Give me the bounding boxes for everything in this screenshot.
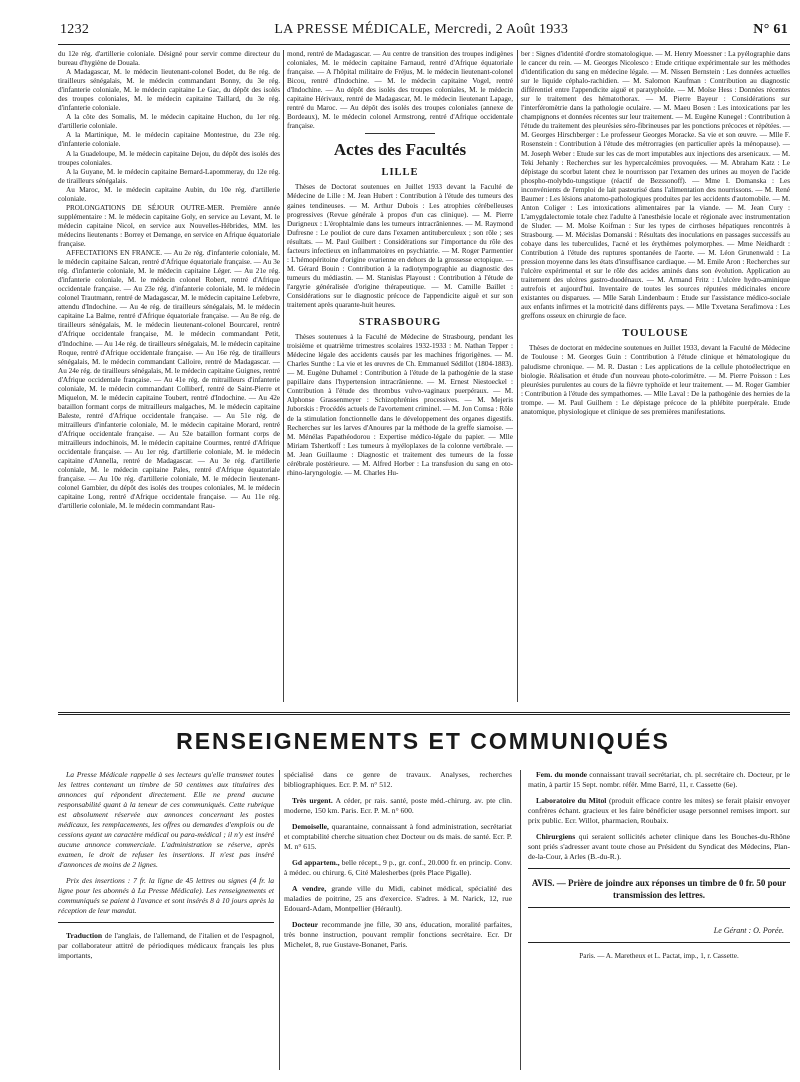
- column-divider: [283, 50, 284, 702]
- paragraph: PROLONGATIONS DE SÉJOUR OUTRE-MER. Première année supplémentaire : M. le médecin capitaine Goly, en service au Levant, M. le médecin capitaine Nicol, en service aux Nouvelles-Hébrides, MM. les médecins lieutenants : Borrey et Demange, en service en Afrique équatoriale française.: [58, 203, 280, 248]
- classified-ad: [528, 770, 790, 790]
- page-header: [60, 22, 788, 40]
- paragraph: A la Guadeloupe, M. le médecin capitaine Dejou, du dépôt des isolés des troupes coloniales.: [58, 149, 280, 167]
- notice-box: [58, 770, 274, 916]
- ad-lead: Laboratoire du Mitol: [536, 796, 607, 805]
- renseignements-title: RENSEIGNEMENTS ET COMMUNIQUÉS: [176, 728, 670, 754]
- ad-text: grande ville du Midi, cabinet médical, spécialité des maladies de poitrine, 25 ans d'exercice. S'adres. à M. Narick, 12, rue Edouard-Adam, Montpellier (Hérault).: [284, 884, 512, 913]
- column-3: [521, 50, 790, 702]
- strasbourg-title: STRASBOURG: [358, 317, 442, 329]
- ad-lead: Traduction: [66, 931, 103, 940]
- ad-text: belle récept., 9 p., gr. conf., 20.000 fr. en princip. Conv. à médec. ou chirurg. 6, Cité Malesherbes (près Place Pigalle).: [284, 858, 512, 877]
- section-rule: [58, 712, 790, 715]
- strasbourg-theses: Thèses soutenues à la Faculté de Médecine de Strasbourg, pendant les troisième et quatrième trimestres scolaires 1932-1933 : M. Nathan Tepper : Médecine légale des accidents causés par les machines frigorigènes. — M. Charles Sunthe : La vie et les œuvres de Ch. Emmanuel Sédillot (1804-1883). — M. Eugène Duhamel : Contribution à l'étude de la pathogénie de la stase papillaire dans l'hypertension intracrânienne. — M. Ernest Niestoeckel : Contribution à l'étude des thrombus vulvo-vaginaux puerpéraux. — M. Alphonse Grassenmeyer : Schizophrénies processives. — M. Mejeris Juborskis : Procédés actuels de l'avortement criminel. — M. Jon Comsa : Rôle de la stimulation fonctionnelle dans le développement des organes digestifs. Recherches sur les larves d'Anoures par la méthode de la greffe siamoise. — M. Ménélas Papathéodorou : Expertise médico-légale du papier. — Mlle Miriam Tshertkoff : Les tumeurs à myéloplaxes de la colonne vertébrale. — M. Jean Guillaume : Diagnostic et traitement des tumeurs de la fosse cérébrale postérieure. — M. Alfred Horber : La transfusion du sang en oto-rhino-laryngologie. — M. Charles Hu-: [287, 333, 513, 477]
- ad-lead: Fem. du monde: [536, 770, 588, 779]
- paragraph: AFFECTATIONS EN FRANCE. — Au 2e rég. d'infanterie coloniale, M. le médecin capitaine Salcan, rentré d'Afrique équatoriale française. — Au 3e rég. d'infanterie coloniale, M. le médecin capitaine Léger. — Au 21e rég. d'infanterie coloniale, M. le médecin colonel Robert, rentré d'Afrique occidentale française. — Au 23e rég. d'infanterie coloniale, M. le médecin colonel Trautmann, rentré de Madagascar, M. le médecin capitaine Lefebvre, attendu d'Indochine. — Au 4e rég. de tirailleurs sénégalais, M. le médecin capitaine La Balme, rentré d'Afrique équatoriale française. — Au 8e rég. de tirailleurs sénégalais, M. le médecin lieutenant-colonel Bourcarel, rentré d'Afrique occidentale française, M. le médecin commandant Petit, d'Indochine. — Au 14e rég. de tirailleurs sénégalais, M. le médecin capitaine Roque, rentré d'Afrique occidentale française. — Au 16e rég. de tirailleurs sénégalais, M. le médecin commandant Calloire, rentré de Madagascar. — Au 24e rég. de tirailleurs sénégalais, M. le médecin capitaine Guignes, rentré d'Afrique occidentale française. — Au 41e rég. de mitrailleurs d'infanterie coloniale, M. le médecin commandant Colliberf, rentré de Saint-Pierre et Miquelon, M. le médecin capitaine Toubert, rentré d'Indochine. — Au 42e bataillon formant corps de mitrailleurs malgaches, M. le médecin capitaine Baleste, rentré d'Afrique occidentale française. — Au 51e rég. de mitrailleurs d'infanterie coloniale, M. le médecin capitaine Morard, rentré d'Afrique occidentale française. — Au 52e bataillon formant corps de mitrailleurs indochinois, M. le médecin capitaine Courmes, rentré d'Afrique occidentale française. — Au 1er rég. d'artillerie coloniale, M. le médecin capitaine d'Annella, rentré de Madagascar. — Au 3e rég. d'artillerie coloniale, M. le médecin capitaine Pales, rentré d'Afrique équatoriale française. — Au 10e rég. d'artillerie coloniale, M. le médecin lieutenant-colonel Gambier, du dépôt des isolés des troupes coloniales, M. le médecin capitaine Long, rentré d'Afrique occidentale française. — Au 11e rég. d'artillerie coloniale, M. le médecin commandant Rau-: [58, 249, 280, 511]
- ad-text: (produit efficace contre les mites) se ferait plaisir envoyer confrères échant. gracieux et les faire bénéficier usage personnel remises import. sur prix public. Ecr. Willot, pharmacien, Roubaix.: [528, 796, 790, 825]
- ad-lead: Gd appartem.,: [292, 858, 340, 867]
- ad-lead: Chirurgiens: [536, 832, 576, 841]
- column-1: [58, 50, 280, 702]
- section-title: Actes des Facultés: [333, 140, 467, 160]
- paragraph: mond, rentré de Madagascar. — Au centre de transition des troupes indigènes coloniales, M. le médecin capitaine Farnaud, rentré d'Afrique équatoriale française. — A l'hôpital militaire de Fréjus, M. le médecin lieutenant-colonel Bicou, rentré d'Indochine. — M. le médecin capitaine Vogel, rentré d'Indochine. — Au dépôt des isolés des troupes coloniales, M. le médecin capitaine Hérivaux, rentré de Madagascar, M. le médecin lieutenant Lapage, rentré du Maroc. — Au dépôt des isolés des troupes coloniales (annexe de Bordeaux), M. le médecin colonel Armstrong, rentré d'Afrique occidentale française.: [287, 50, 513, 131]
- avis-notice: AVIS. — Prière de joindre aux réponses un timbre de 0 fr. 50 pour transmission des lettres.: [531, 878, 787, 900]
- classified-ad: [284, 822, 512, 852]
- lille-theses: Thèses de Doctorat soutenues en Juillet 1933 devant la Faculté de Médecine de Lille : M. Jean Hubert : Contribution à l'étude des tumeurs des gaines tendineuses. — M. Arthur Dubois : Les atrophies cérébelleuses progressives (Revue générale à propos d'un cas clinique). — M. Pierre Durigneux : L'érophtalmie dans les tumeurs intracrâniennes. — M. Raymond Dufresne : Le pouliot de cure dans l'examen antituberculeux ; son rôle ; ses résultats. — M. Paul Guilbert : Considérations sur l'importance du rôle des facteurs infectieux en inflammatoires en psychiatrie. — M. Roger Parmentier : L'hémopéritoine d'origine ovarienne en dehors de la grossesse ectopique. — M. Gérard Bouin : Contribution à la radiotympographie au diagnostic des tumeurs du médiastin. — M. Stanislas Playoust : Contribution à l'étude de l'argyrie généralisée d'origine thérapeutique. — M. Camille Baillet : Considérations sur le diagnostic précoce de l'appendicite aiguë et sur son traitement après quarante-huit heures.: [287, 183, 513, 310]
- paragraph: A la Guyane, M. le médecin capitaine Bernard-Lapommeray, du 12e rég. de tirailleurs sénégalais.: [58, 167, 280, 185]
- toulouse-title: TOULOUSE: [622, 328, 689, 340]
- divider: [528, 868, 790, 869]
- classified-ad: [58, 931, 274, 961]
- paragraph: A la Martinique, M. le médecin capitaine Montestrue, du 23e rég. d'infanterie coloniale.: [58, 131, 280, 149]
- page-number: 1232: [60, 22, 90, 37]
- gerant-signature: Le Gérant : O. Porée.: [713, 926, 784, 935]
- column-2: [287, 50, 513, 702]
- lille-title: LILLE: [381, 167, 419, 179]
- ad-lead: Docteur: [292, 920, 319, 929]
- ad-lead: A vendre,: [292, 884, 327, 893]
- classifieds-column-1: [58, 770, 274, 1070]
- toulouse-theses: Thèses de doctorat en médecine soutenues en Juillet 1933, devant la Faculté de Médecine de Toulouse : M. Georges Guin : Contribution à l'étude clinique et hématologique du paludisme chronique. — M. R. Dastan : Les applications de la cellule photoélectrique en biologie. Réalisation et étude d'un nouveau photo-colorimètre. — M. Pierre Poisson : Les pleurésies purulentes au cours de la fièvre typhoïde et leur traitement. — M. Roger Gambier : Contribution à l'étude des sympathomes. — Mlle Laval : De la pathogénie des hernies de la trompe. — M. Paul Guilhem : Le dépistage précoce de la phlébite puerpérale. Etude anatomique, physiologique et clinique de ses premières manifestations.: [521, 344, 790, 416]
- header-rule: [58, 44, 790, 45]
- ad-text: quarantaine, connaissant à fond administration, secrétariat et comptabilité cherche situation chez Docteur ou ds mais. de santé. Ecr. P. M. n° 615.: [284, 822, 512, 851]
- issue-number: N° 61: [753, 22, 788, 37]
- column-divider: [517, 50, 518, 702]
- paragraph: A la côte des Somalis, M. le médecin capitaine Huchon, du 1er rég. d'artillerie coloniale.: [58, 113, 280, 131]
- ad-text: A céder, pr rais. santé, poste méd.-chirurg. av. pte clin. moderne, 150 km. Paris. Ecr. P. M. n° 600.: [284, 796, 512, 815]
- ad-text: connaissant travail secrétariat, ch. pl. secrétaire ch. Docteur, pr le matin, à partir 15 Sept. nombr. référ. Mme Barré, 11, r. Cassette (6e).: [528, 770, 790, 789]
- printer-line: Paris. — A. Maretheux et L. Pactat, imp., 1, r. Cassette.: [579, 952, 739, 960]
- divider: [528, 942, 790, 943]
- ad-lead: Demoiselle,: [292, 822, 329, 831]
- classified-ad: [284, 920, 512, 950]
- ad-lead: Très urgent.: [292, 796, 333, 805]
- ad-text: recommande jne fille, 30 ans, éducation, moralité parfaites, très bonne instruction, pouvant remplir fonctions secrétaire. Ecr. Dr Michelet, 8, rue Gustave-Bonanet, Paris.: [284, 920, 512, 949]
- ad-continuation: spécialisé dans ce genre de travaux. Analyses, recherches bibliographiques. Ecr. P. M. n° 512.: [284, 770, 512, 789]
- classified-ad: [284, 796, 512, 816]
- divider: [528, 907, 790, 908]
- classifieds-column-3: [528, 770, 790, 1070]
- classified-ad: [528, 796, 790, 826]
- divider: [365, 133, 435, 134]
- column-divider: [279, 770, 280, 1070]
- paragraph: du 12e rég. d'artillerie coloniale. Désigné pour servir comme directeur du bureau d'hygiène de Douala.: [58, 50, 280, 68]
- divider: [58, 922, 274, 923]
- classified-ad: [284, 884, 512, 914]
- paragraph: A Madagascar, M. le médecin lieutenant-colonel Bodet, du 8e rég. de tirailleurs sénégalais, M. le médecin commandant Bonny, du 3e rég. d'infanterie coloniale, M. le médecin capitaine Le Gac, du dépôt des isolés des troupes coloniales, M. le médecin capitaine Taillard, du 3e rég. d'infanterie coloniale.: [58, 68, 280, 113]
- column-divider: [520, 770, 521, 1070]
- strasbourg-theses-cont: ber : Signes d'identité d'ordre stomatologique. — M. Henry Moessner : La pyélographie dans le cancer du rein. — M. Georges Nicolesco : Etude critique expérimentale sur les méthodes d'identification du sang en médecine légale. — M. Nissen Bernstein : Les données actuelles sur le liquide céphalo-rachidien. — M. Salomon Kaufman : Contribution au diagnostic différentiel entre l'appendicite aiguë et paratyphoïde. — M. Moïse Hess : Données récentes sur le traitement des hématothorax. — M. Pierre Bayeur : Considérations sur l'interféromètrie dans la pathologie oculaire. — M. Maeu Bosen : Les intoxications par les champignons et données récentes sur leur traitement. — M. Eugène Kunegel : Contribution à l'étude du traitement des pleurésies séro-fibrineuses par les ponctions précoces et répétées. — M. Georges Hirschberger : Le professeur Georges Moracke. Sa vie et son œuvre. — Mlle F. Rosenstein : Contribution à l'étude des métrorragies (en particulier après la ménopause). — M. Joseph Weber : Etude sur les cas de mort imputables aux injections des arsenicaux. — M. Teki Jehanly : Recherches sur les hypercalcémies provoquées. — M. Abraham Katz : Le dépistage du scorbut latent chez le nourrisson par l'examen des urines au moyen de l'acide phospho-molybdo-tungstique (réactif de Bezssonoff). — Mme I. Domanska : Les inconvénients de l'emploi de lait pasteurisé dans l'alimentation des nourrissons. — M. René Baumer : Les lésions anatomo-pathologiques produites par les accidents d'automobile. — M. Anton Coliger : Les intoxications alimentaires par la viande. — M. Jean Cury : L'amygdalectomie totale chez l'adulte à l'anesthésie locale et régionale avec instrumentation de Sluder. — M. Moïse Koifman : Sur les types de cirrhoses hépatiques rencontrés à Strasbourg. — M. Mécislas Domanski : Résultats des inoculations en passages successifs au cobaye dans les tuberculides, l'acné et les érythèmes polymorphes. — Mme Neidhardt : Contribution à l'étude des ruptures spontanées de l'aorte. — M. Léon Grunenwald : La pression moyenne dans les états d'insuffisance cardiaque. — M. Emile Aron : Recherches sur l'ulcère expérimental et sur le rôle des acides aminés dans son évolution. Application au traitement des ulcères gastro-duodénaux. — M. Armand Fritz : L'ulcère hydro-aminique autrefois et aujourd'hui. Inventaire de toutes les sources réputées médicinales encore existantes ou disparues. — Mlle Sarah Lindenbaum : Etude sur l'assistance médico-sociale aux enfants infirmes et la motricité dans différents pays. — Mlle Txvetana Serafimova : Les greffons osseux en chirurgie de face.: [521, 50, 790, 321]
- classified-ad: [528, 832, 790, 862]
- ad-text: qui seraient sollicités acheter clinique dans les Bouches-du-Rhône sont priés s'adresser avant toute chose au Président du Syndicat des Médecins, Plan-de-la-Cour, à Arles (B.-du-R.).: [528, 832, 790, 861]
- ad-text: de l'anglais, de l'allemand, de l'italien et de l'espagnol, par collaborateur attitré de périodiques médicaux français les plus importants,: [58, 931, 274, 960]
- classified-ad: [284, 858, 512, 878]
- journal-title: LA PRESSE MÉDICALE, Mercredi, 2 Août 1933: [274, 22, 569, 37]
- classifieds-column-2: [284, 770, 512, 1070]
- notice-text: La Presse Médicale rappelle à ses lecteurs qu'elle transmet toutes les lettres contenant un timbre de 50 centimes aux titulaires des annonces qui répondent directement. Elle ne prend aucune responsabilité quant à la teneur de ces communiqués. Cette rubrique est absolument réservée aux annonces concernant les postes médicaux, les remplacements, les offres ou demandes d'emplois ou de cessions ayant un caractère médical ou para-médical ; il n'y est inséré aucune annonce commerciale. L'administration se réserve, après examen, le droit de refuser les insertions. Il n'est pas inséré d'annonces de moins de 2 lignes.: [58, 770, 274, 869]
- paragraph: Au Maroc, M. le médecin capitaine Aubin, du 10e rég. d'artillerie coloniale.: [58, 185, 280, 203]
- notice-prices: Prix des insertions : 7 fr. la ligne de 45 lettres ou signes (4 fr. la ligne pour les abonnés à La Presse Médicale). Les renseignements et communiqués se paient à l'avance et sont insérés 8 à 10 jours après la réception de leur mandat.: [58, 876, 274, 915]
